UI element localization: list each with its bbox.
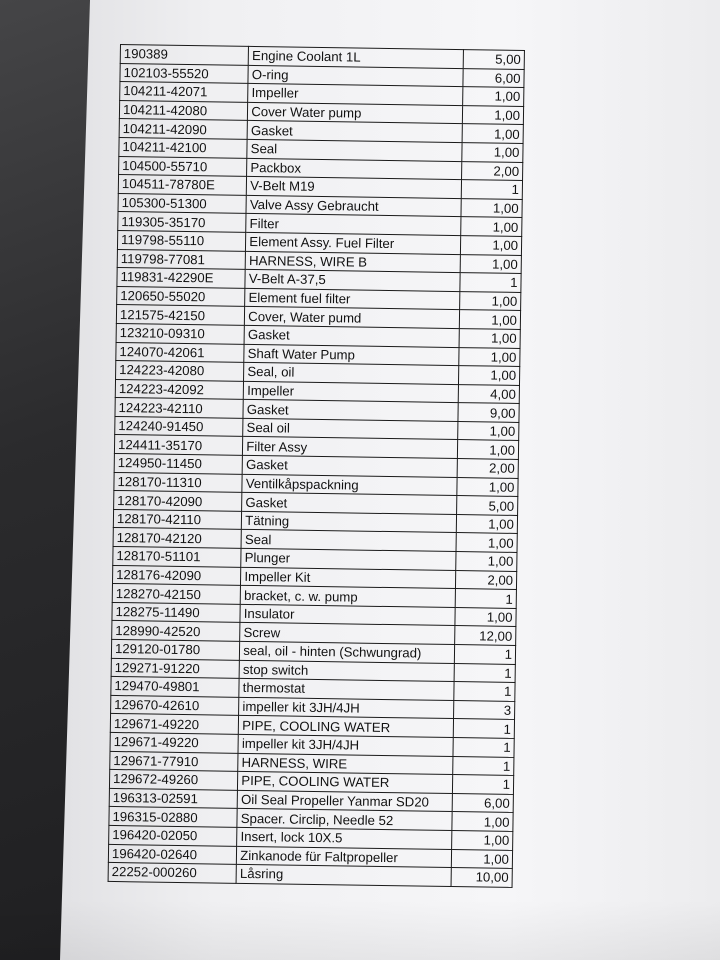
part-number-cell: 104211-42100 xyxy=(119,137,248,157)
quantity-cell: 1,00 xyxy=(457,440,518,459)
description-cell: Gasket xyxy=(243,400,458,422)
quantity-cell: 1,00 xyxy=(461,198,522,217)
quantity-cell: 1,00 xyxy=(459,347,520,366)
quantity-cell: 1 xyxy=(453,719,514,738)
part-number-cell: 196315-02880 xyxy=(109,807,238,827)
part-number-cell: 102103-55520 xyxy=(120,63,249,83)
description-cell: Oil Seal Propeller Yanmar SD20 xyxy=(237,790,452,812)
part-number-cell: 129671-77910 xyxy=(110,751,239,771)
part-number-cell: 129670-42610 xyxy=(111,695,240,715)
quantity-cell: 1,00 xyxy=(458,421,519,440)
description-cell: bracket, c. w. pump xyxy=(240,586,455,608)
part-number-cell: 190389 xyxy=(120,45,249,65)
quantity-cell: 1,00 xyxy=(456,552,517,571)
description-cell: Engine Coolant 1L xyxy=(248,46,463,68)
part-number-cell: 124223-42080 xyxy=(116,361,245,381)
quantity-cell: 1,00 xyxy=(459,310,520,329)
quantity-cell: 1,00 xyxy=(460,236,521,255)
part-number-cell: 129671-49220 xyxy=(110,732,239,752)
part-number-cell: 124411-35170 xyxy=(114,435,243,455)
part-number-cell: 121575-42150 xyxy=(116,305,245,325)
part-number-cell: 128170-42090 xyxy=(114,491,243,511)
description-cell: seal, oil - hinten (Schwungrad) xyxy=(240,641,455,663)
quantity-cell: 1,00 xyxy=(461,217,522,236)
quantity-cell: 1,00 xyxy=(459,291,520,310)
quantity-cell: 1 xyxy=(454,663,515,682)
part-number-cell: 124070-42061 xyxy=(116,342,245,362)
part-number-cell: 120650-55020 xyxy=(117,286,246,306)
part-number-cell: 104500-55710 xyxy=(119,156,248,176)
paper-shadow xyxy=(0,900,720,960)
part-number-cell: 104211-42090 xyxy=(119,119,248,139)
part-number-cell: 104211-42080 xyxy=(119,100,248,120)
quantity-cell: 1,00 xyxy=(462,124,523,143)
part-number-cell: 129120-01780 xyxy=(111,639,240,659)
description-cell: O-ring xyxy=(248,65,463,87)
part-number-cell: 119831-42290E xyxy=(117,268,246,288)
description-cell: Element fuel filter xyxy=(245,288,460,310)
part-number-cell: 119798-55110 xyxy=(117,230,246,250)
quantity-cell: 1 xyxy=(461,180,522,199)
description-cell: Tätning xyxy=(242,511,457,533)
part-number-cell: 128990-42520 xyxy=(112,621,241,641)
part-number-cell: 128270-42150 xyxy=(112,584,241,604)
quantity-cell: 1 xyxy=(454,645,515,664)
description-cell: Seal oil xyxy=(243,418,458,440)
description-cell: V-Belt M19 xyxy=(247,177,462,199)
quantity-cell: 1,00 xyxy=(460,254,521,273)
quantity-cell: 1,00 xyxy=(452,812,513,831)
part-number-cell: 129672-49260 xyxy=(109,770,238,790)
quantity-cell: 2,00 xyxy=(461,161,522,180)
part-number-cell: 128275-11490 xyxy=(112,602,241,622)
part-number-cell: 124950-11450 xyxy=(114,454,243,474)
description-cell: Screw xyxy=(240,623,455,645)
part-number-cell: 105300-51300 xyxy=(118,193,247,213)
part-number-cell: 124240-91450 xyxy=(115,416,244,436)
description-cell: Gasket xyxy=(242,493,457,515)
description-cell: Låsring xyxy=(236,864,451,886)
description-cell: Gasket xyxy=(242,455,457,477)
part-number-cell: 128170-11310 xyxy=(114,472,243,492)
description-cell: Plunger xyxy=(241,548,456,570)
part-number-cell: 123210-09310 xyxy=(116,323,245,343)
quantity-cell: 1,00 xyxy=(451,849,512,868)
description-cell: impeller kit 3JH/4JH xyxy=(238,734,453,756)
description-cell: impeller kit 3JH/4JH xyxy=(239,697,454,719)
part-number-cell: 128176-42090 xyxy=(112,565,241,585)
quantity-cell: 1,00 xyxy=(457,477,518,496)
part-number-cell: 128170-51101 xyxy=(113,546,242,566)
description-cell: Ventilkåpspackning xyxy=(242,474,457,496)
description-cell: thermostat xyxy=(239,679,454,701)
quantity-cell: 9,00 xyxy=(458,403,519,422)
parts-table xyxy=(108,44,525,888)
description-cell: Impeller xyxy=(248,84,463,106)
quantity-cell: 1,00 xyxy=(462,105,523,124)
part-number-cell: 124223-42092 xyxy=(115,379,244,399)
quantity-cell: 2,00 xyxy=(457,459,518,478)
quantity-cell: 1,00 xyxy=(459,328,520,347)
description-cell: Zinkanode für Faltpropeller xyxy=(237,846,452,868)
description-cell: Packbox xyxy=(247,158,462,180)
description-cell: Shaft Water Pump xyxy=(244,344,459,366)
quantity-cell: 1 xyxy=(455,589,516,608)
description-cell: Filter xyxy=(246,214,461,236)
description-cell: Gasket xyxy=(247,121,462,143)
part-number-cell: 196313-02591 xyxy=(109,788,238,808)
quantity-cell: 2,00 xyxy=(455,570,516,589)
description-cell: Seal xyxy=(247,139,462,161)
quantity-cell: 5,00 xyxy=(463,50,524,69)
description-cell: Seal xyxy=(241,530,456,552)
quantity-cell: 1,00 xyxy=(451,830,512,849)
quantity-cell: 1,00 xyxy=(462,87,523,106)
quantity-cell: 5,00 xyxy=(456,496,517,515)
part-number-cell: 129671-49220 xyxy=(110,714,239,734)
part-number-cell: 128170-42110 xyxy=(113,509,242,529)
description-cell: Filter Assy xyxy=(243,437,458,459)
description-cell: Cover, Water pumd xyxy=(245,307,460,329)
part-number-cell: 119798-77081 xyxy=(117,249,246,269)
quantity-cell: 12,00 xyxy=(454,626,515,645)
part-number-cell: 129271-91220 xyxy=(111,658,240,678)
quantity-cell: 3 xyxy=(453,700,514,719)
description-cell: Cover Water pump xyxy=(248,102,463,124)
description-cell: Impeller xyxy=(244,381,459,403)
description-cell: Spacer. Circlip, Needle 52 xyxy=(237,809,452,831)
quantity-cell: 1 xyxy=(453,737,514,756)
quantity-cell: 1,00 xyxy=(456,514,517,533)
description-cell: V-Belt A-37,5 xyxy=(245,270,460,292)
description-cell: Valve Assy Gebraucht xyxy=(246,195,461,217)
description-cell: Impeller Kit xyxy=(241,567,456,589)
part-number-cell: 124223-42110 xyxy=(115,398,244,418)
description-cell: Seal, oil xyxy=(244,362,459,384)
part-number-cell: 128170-42120 xyxy=(113,528,242,548)
quantity-cell: 1 xyxy=(454,682,515,701)
parts-list-document xyxy=(108,44,525,888)
quantity-cell: 1,00 xyxy=(456,533,517,552)
quantity-cell: 6,00 xyxy=(463,68,524,87)
description-cell: PIPE, COOLING WATER xyxy=(238,771,453,793)
description-cell: Insert, lock 10X.5 xyxy=(237,827,452,849)
quantity-cell: 10,00 xyxy=(451,868,512,887)
quantity-cell: 6,00 xyxy=(452,793,513,812)
quantity-cell: 1 xyxy=(452,775,513,794)
part-number-cell: 104511-78780E xyxy=(118,175,247,195)
quantity-cell: 1 xyxy=(453,756,514,775)
part-number-cell: 196420-02050 xyxy=(109,825,238,845)
part-number-cell: 129470-49801 xyxy=(111,677,240,697)
quantity-cell: 1,00 xyxy=(458,366,519,385)
part-number-cell: 119305-35170 xyxy=(118,212,247,232)
part-number-cell: 104211-42071 xyxy=(120,82,249,102)
quantity-cell: 4,00 xyxy=(458,384,519,403)
description-cell: HARNESS, WIRE xyxy=(238,753,453,775)
description-cell: Element Assy. Fuel Filter xyxy=(246,232,461,254)
quantity-cell: 1 xyxy=(460,273,521,292)
parts-table-body xyxy=(108,45,524,888)
description-cell: Gasket xyxy=(244,325,459,347)
description-cell: stop switch xyxy=(239,660,454,682)
description-cell: PIPE, COOLING WATER xyxy=(239,716,454,738)
description-cell: Insulator xyxy=(240,604,455,626)
quantity-cell: 1,00 xyxy=(462,143,523,162)
part-number-cell: 22252-000260 xyxy=(108,863,237,883)
part-number-cell: 196420-02640 xyxy=(108,844,237,864)
description-cell: HARNESS, WIRE B xyxy=(245,251,460,273)
quantity-cell: 1,00 xyxy=(455,607,516,626)
